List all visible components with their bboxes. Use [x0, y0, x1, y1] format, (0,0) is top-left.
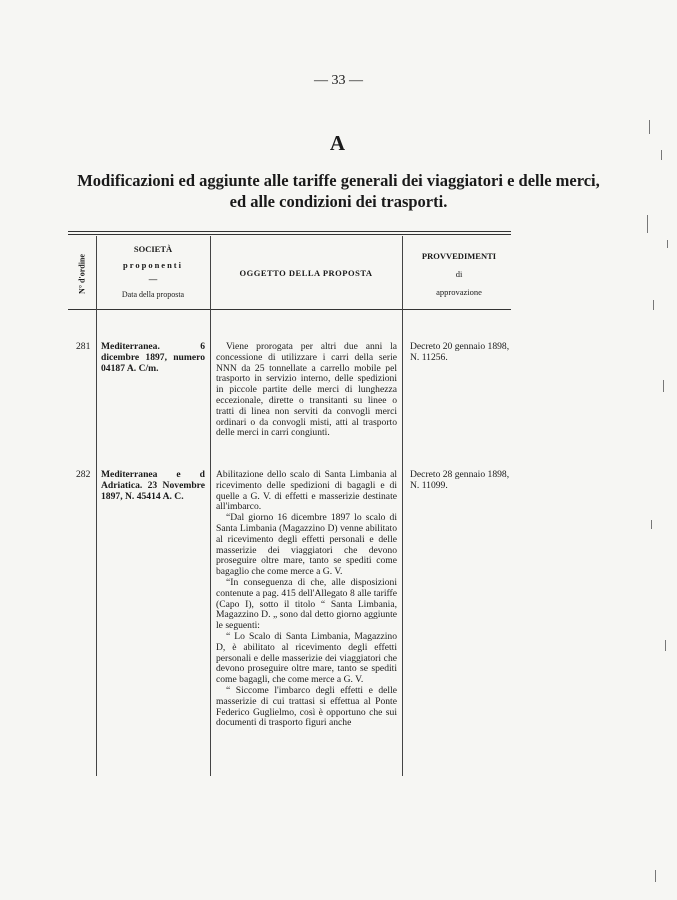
header-dash: —: [148, 274, 158, 284]
oggetto-paragraph: “In conseguenza di che, alle disposizioni contenute a pag. 415 dell'Allegato 8 alle tariffe (Capo I), sotto il titolo “ Santa Limbania, Magazzino D. „ sono dal detto giorno aggiunte le seguenti:: [216, 576, 397, 632]
oggetto-paragraph: Viene prorogata per altri due anni la concessione di utilizzare i carri della serie NNN da 25 tonnellate a carrello mobile pel trasporto in servizio interno, delle spedizioni in piccole partite delle merci di lunghezza eccezionale, dirette o transitanti su linee o tratti di linea non serviti da convogli merci ordinari o da convogli misti, atti al trasporto delle merci in carri congiunti.: [216, 341, 397, 439]
row-provvedimento: Decreto 28 gennaio 1898, N. 11099.: [410, 469, 510, 491]
oggetto-paragraph: “ Siccome l'imbarco degli effetti e delle masserizie di cui trattasi si effettua al Ponte Federico Guglielmo, così è opportuno che sui documenti di trasporto figuri anche: [216, 684, 397, 729]
row-societa: Mediterranea. 6 dicembre 1897, numero 04187 A. C/m.: [101, 341, 205, 374]
header-provv-approvazione: approvazione: [436, 287, 482, 297]
header-provv-di: di: [455, 269, 463, 279]
oggetto-paragraph: “ Lo Scalo di Santa Limbania, Magazzino D, è abilitato al ricevimento degli effetti personali e delle masserizie dei viaggiatori che devono proseguire oltre mare, tanto se spediti come bagagli, che come merce a G. V.: [216, 630, 397, 686]
row-oggetto: [216, 342, 397, 439]
row-number: 281: [76, 341, 91, 352]
header-provv-label: PROVVEDIMENTI: [421, 251, 497, 261]
row-provvedimento: Decreto 20 gennaio 1898, N. 11256.: [410, 341, 510, 363]
table-top-rule-2: [68, 234, 511, 235]
document-title: [40, 170, 637, 212]
row-societa: Mediterranea e d Adriatica. 23 Novembre 1897, N. 45414 A. C.: [101, 469, 205, 502]
column-divider: [96, 236, 97, 776]
header-bottom-rule: [68, 309, 511, 310]
oggetto-paragraph: “Dal giorno 16 dicembre 1897 lo scalo di Santa Limbania (Magazzino D) venne abilitato al ricevimento degli effetti personali e delle masserizie dei viaggiatori che devono proseguire oltre mare, tanto se spediti come bagaglio che come merce a G. V.: [216, 512, 397, 578]
table-top-rule: [68, 231, 511, 232]
column-divider: [402, 236, 403, 776]
page-number: — 33 —: [314, 73, 363, 88]
title-line-2: ed alle condizioni dei trasporti.: [229, 192, 448, 211]
header-proponenti-label: proponenti: [123, 260, 183, 270]
row-oggetto: [216, 470, 397, 729]
header-societa-label: SOCIETÀ: [133, 244, 173, 254]
margin-marks: [617, 0, 677, 900]
header-oggetto: OGGETTO DELLA PROPOSTA: [239, 268, 373, 278]
section-letter: A: [329, 131, 348, 155]
title-line-1: Modificazioni ed aggiunte alle tariffe generali dei viaggiatori e delle merci,: [77, 171, 600, 190]
column-divider: [210, 236, 211, 776]
header-data-label: Data della proposta: [121, 290, 185, 299]
row-number: 282: [76, 469, 91, 480]
oggetto-paragraph: Abilitazione dello scalo di Santa Limbania al ricevimento delle spedizioni di bagagli e di quelle a G. V. di effetti e masserizie destinate all'imbarco.: [216, 469, 397, 513]
header-ordine-label: N° d'ordine: [77, 254, 87, 294]
header-ordine: [74, 246, 90, 302]
header-provvedimenti: [406, 251, 512, 297]
header-societa: [100, 244, 206, 300]
